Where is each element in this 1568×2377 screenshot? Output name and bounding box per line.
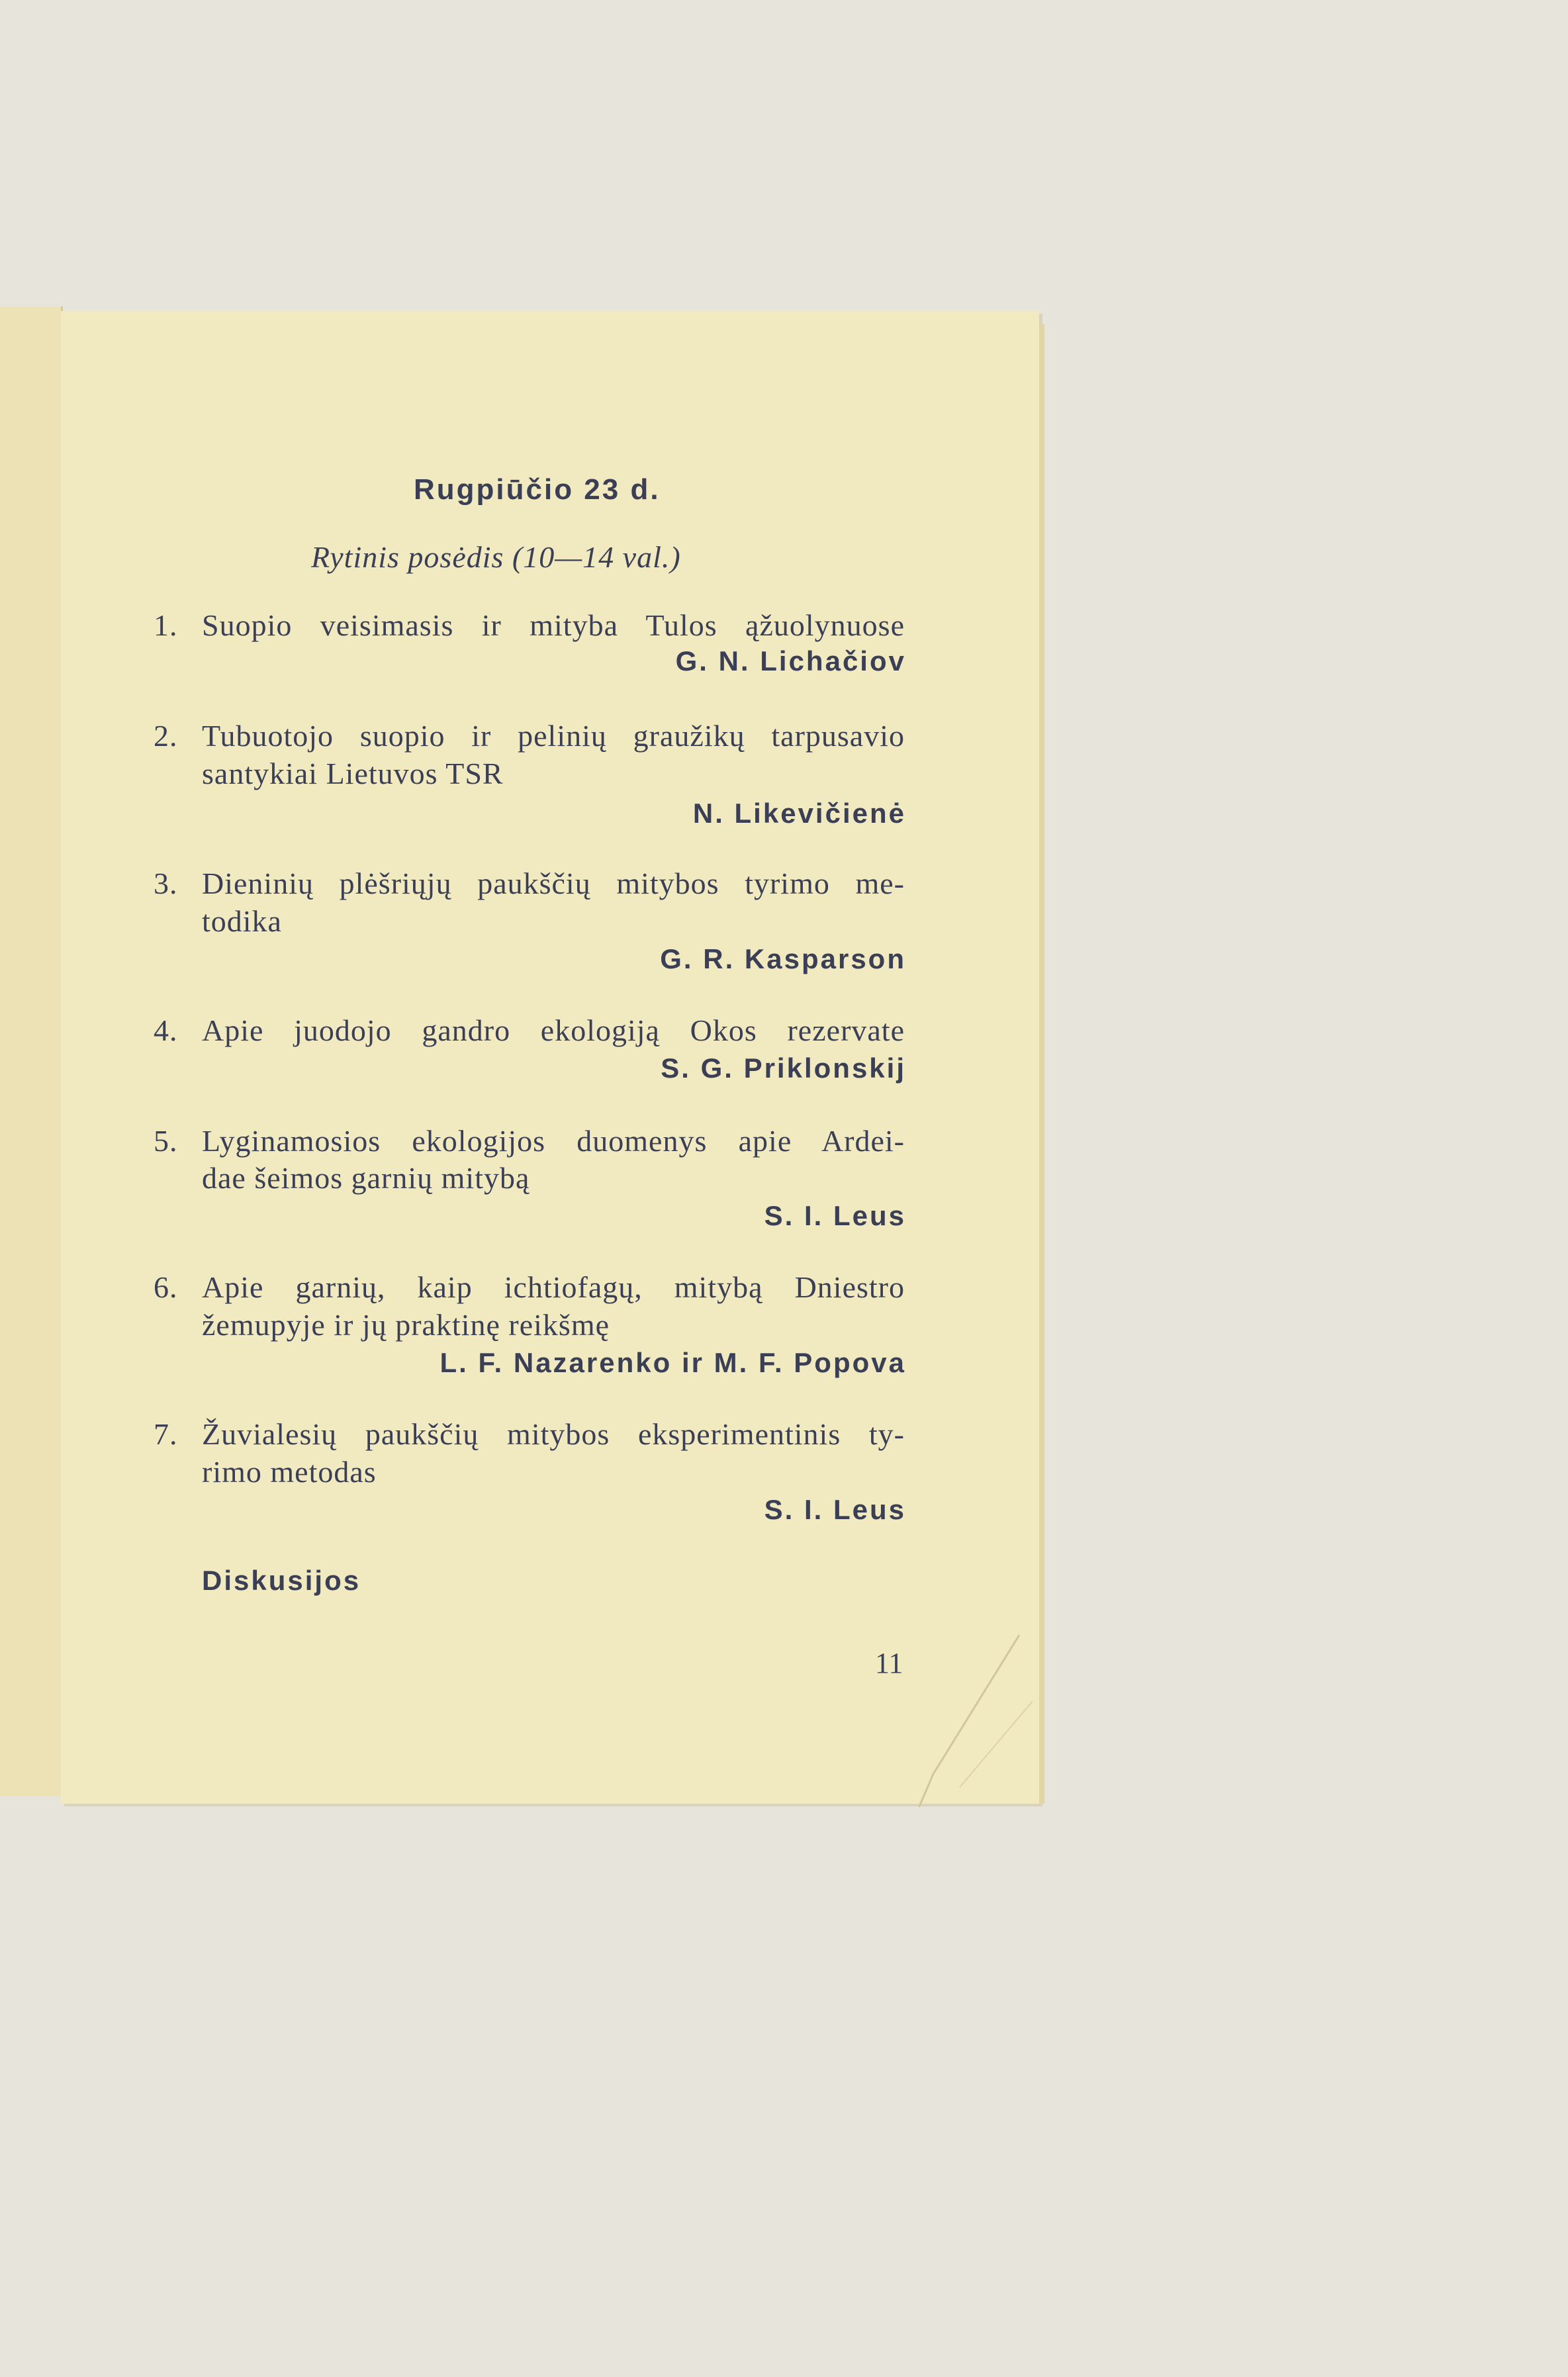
left-page-edge <box>0 306 63 1796</box>
item-text-line: Dieninių plėšriųjų paukščių mitybos tyrimo me- <box>202 866 905 900</box>
item-text-line: Lyginamosios ekologijos duomenys apie Ardei- <box>202 1124 905 1158</box>
date-heading: Rugpiūčio 23 d. <box>414 473 661 506</box>
item-text-line: santykiai Lietuvos TSR <box>202 757 504 790</box>
item-number: 7. <box>154 1417 178 1451</box>
page-crease-mark <box>874 1622 1033 1807</box>
page-edge <box>1039 324 1044 1804</box>
item-author: S. I. Leus <box>764 1494 906 1525</box>
item-text-line: Suopio veisimasis ir mityba Tulos ąžuolynuose <box>202 608 905 642</box>
item-number: 6. <box>154 1270 178 1304</box>
item-text-line: dae šeimos garnių mitybą <box>202 1161 530 1195</box>
item-text-line: Žuvialesių paukščių mitybos eksperimentinis ty- <box>202 1417 905 1451</box>
item-text-line: rimo metodas <box>202 1455 377 1489</box>
item-number: 3. <box>154 866 178 900</box>
item-author: S. G. Priklonskij <box>661 1052 906 1084</box>
item-author: L. F. Nazarenko ir M. F. Popova <box>439 1347 906 1378</box>
item-author: G. R. Kasparson <box>660 943 906 974</box>
item-text-line: todika <box>202 904 282 938</box>
item-number: 5. <box>154 1124 178 1158</box>
page-number: 11 <box>875 1647 903 1679</box>
item-text-line: Apie garnių, kaip ichtiofagų, mitybą Dniestro <box>202 1270 905 1304</box>
item-text-line: Apie juodojo gandro ekologiją Okos rezervate <box>202 1013 905 1047</box>
item-number: 2. <box>154 719 178 753</box>
item-author: G. N. Lichačiov <box>675 645 906 676</box>
item-text-line: žemupyje ir jų praktinę reikšmę <box>202 1308 610 1342</box>
item-number: 4. <box>154 1013 178 1047</box>
discussions-label: Diskusijos <box>202 1565 361 1596</box>
item-number: 1. <box>154 608 178 642</box>
session-heading: Rytinis posėdis (10—14 val.) <box>311 540 681 574</box>
item-text-line: Tubuotojo suopio ir pelinių graužikų tarpusavio <box>202 719 905 753</box>
item-author: S. I. Leus <box>764 1200 906 1231</box>
item-author: N. Likevičienė <box>692 798 906 829</box>
